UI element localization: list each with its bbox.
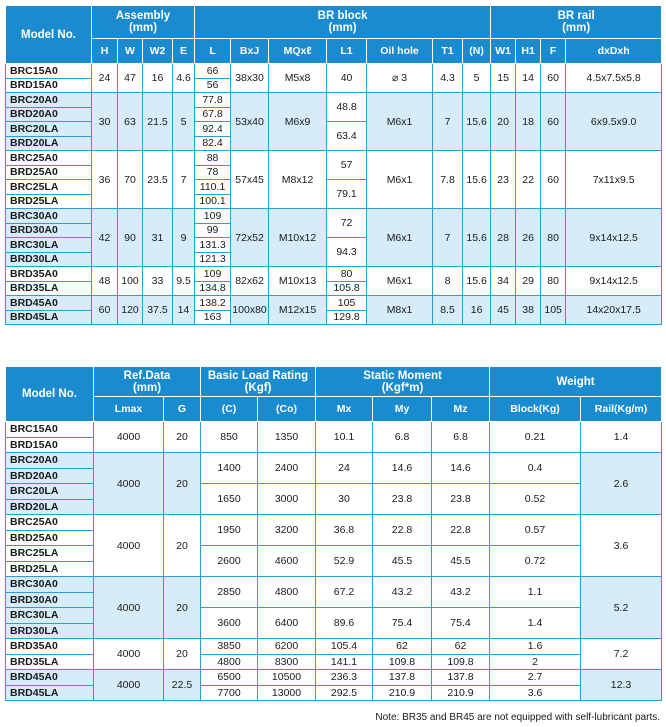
cell-l: 138.2: [195, 296, 231, 311]
cell-oil-hole: M8x1: [367, 296, 433, 325]
cell-c: 1400: [201, 453, 258, 484]
cell-mq: M6x9: [269, 93, 327, 151]
cell-h1: 38: [516, 296, 541, 325]
cell-l: 99: [195, 223, 231, 238]
cell-w: 120: [118, 296, 143, 325]
cell-lmax: 4000: [94, 453, 164, 515]
table-row: [6, 515, 662, 531]
cell-my: 14.6: [373, 453, 432, 484]
cell-co: 8300: [258, 654, 316, 670]
model-cell: BRC25A0: [6, 515, 94, 531]
cell-mz: 62: [432, 639, 490, 655]
cell-lmax: 4000: [94, 422, 164, 453]
cell-mz: 6.8: [432, 422, 490, 453]
cell-l1: 63.4: [327, 122, 367, 151]
cell-l1: 72: [327, 209, 367, 238]
cell-h1: 29: [516, 267, 541, 296]
cell-mz: 22.8: [432, 515, 490, 546]
cell-h: 60: [92, 296, 118, 325]
col-header: Mx: [316, 397, 373, 422]
model-cell: BRD35LA: [6, 281, 92, 296]
cell-block-weight: 2.7: [490, 670, 581, 686]
cell-f: 60: [541, 64, 566, 93]
model-cell: BRC20LA: [6, 484, 94, 500]
cell-block-weight: 0.72: [490, 546, 581, 577]
model-cell: BRC15A0: [6, 422, 94, 438]
col-header: dxDxh: [566, 39, 662, 64]
table-row: [6, 64, 662, 79]
table-row: [6, 670, 662, 686]
cell-l: 134.8: [195, 281, 231, 296]
cell-c: 3850: [201, 639, 258, 655]
cell-oil-hole: M6x1: [367, 93, 433, 151]
cell-my: 6.8: [373, 422, 432, 453]
cell-e: 14: [173, 296, 195, 325]
cell-w: 100: [118, 267, 143, 296]
cell-mz: 23.8: [432, 484, 490, 515]
col-header: W: [118, 39, 143, 64]
model-cell: BRD45A0: [6, 296, 92, 311]
load-rating-table: [5, 366, 662, 701]
col-header: (C): [201, 397, 258, 422]
cell-w1: 34: [491, 267, 516, 296]
cell-my: 22.8: [373, 515, 432, 546]
cell-l: 163: [195, 310, 231, 325]
cell-n: 5: [463, 64, 491, 93]
cell-w2: 16: [143, 64, 173, 93]
cell-block-weight: 2: [490, 654, 581, 670]
cell-mz: 75.4: [432, 608, 490, 639]
cell-c: 2850: [201, 577, 258, 608]
cell-f: 105: [541, 296, 566, 325]
cell-mq: M10x12: [269, 209, 327, 267]
cell-w1: 28: [491, 209, 516, 267]
cell-mx: 52.9: [316, 546, 373, 577]
cell-mx: 36.8: [316, 515, 373, 546]
col-header: Rail(Kg/m): [581, 397, 662, 422]
cell-w2: 23.5: [143, 151, 173, 209]
col-header: W1: [491, 39, 516, 64]
cell-l1: 105: [327, 296, 367, 311]
cell-co: 10500: [258, 670, 316, 686]
cell-block-weight: 0.21: [490, 422, 581, 453]
cell-mx: 292.5: [316, 685, 373, 701]
cell-l: 66: [195, 64, 231, 79]
cell-co: 3000: [258, 484, 316, 515]
cell-l1: 40: [327, 64, 367, 93]
cell-mz: 210.9: [432, 685, 490, 701]
cell-c: 2600: [201, 546, 258, 577]
col-header: (Co): [258, 397, 316, 422]
cell-t1: 7: [433, 209, 463, 267]
cell-block-weight: 3.6: [490, 685, 581, 701]
cell-e: 4.6: [173, 64, 195, 93]
cell-dxdxh: 4.5x7.5x5.8: [566, 64, 662, 93]
cell-my: 109.8: [373, 654, 432, 670]
col-header: E: [173, 39, 195, 64]
table-row: [6, 453, 662, 469]
cell-my: 43.2: [373, 577, 432, 608]
cell-mx: 105.4: [316, 639, 373, 655]
cell-dxdxh: 9x14x12.5: [566, 267, 662, 296]
model-cell: BRC30LA: [6, 608, 94, 624]
cell-mx: 89.6: [316, 608, 373, 639]
cell-mz: 137.8: [432, 670, 490, 686]
cell-rail-weight: 5.2: [581, 577, 662, 639]
cell-my: 62: [373, 639, 432, 655]
col-header: My: [373, 397, 432, 422]
assembly-header: Assembly (mm): [92, 6, 195, 39]
cell-g: 20: [164, 515, 201, 577]
cell-t1: 8.5: [433, 296, 463, 325]
cell-l: 110.1: [195, 180, 231, 195]
cell-mz: 109.8: [432, 654, 490, 670]
cell-co: 4600: [258, 546, 316, 577]
cell-mq: M12x15: [269, 296, 327, 325]
model-cell: BRD45LA: [6, 685, 94, 701]
basic-load-header: Basic Load Rating (Kgf): [201, 367, 316, 397]
cell-block-weight: 0.57: [490, 515, 581, 546]
col-header: Oil hole: [367, 39, 433, 64]
cell-my: 210.9: [373, 685, 432, 701]
cell-g: 20: [164, 577, 201, 639]
cell-g: 20: [164, 453, 201, 515]
model-cell: BRD20LA: [6, 499, 94, 515]
cell-e: 9.5: [173, 267, 195, 296]
cell-mz: 14.6: [432, 453, 490, 484]
cell-oil-hole: M6x1: [367, 151, 433, 209]
cell-mx: 24: [316, 453, 373, 484]
cell-c: 6500: [201, 670, 258, 686]
table-row: [6, 151, 662, 166]
cell-l: 109: [195, 209, 231, 224]
cell-e: 9: [173, 209, 195, 267]
cell-mx: 10.1: [316, 422, 373, 453]
cell-mx: 236.3: [316, 670, 373, 686]
cell-c: 1650: [201, 484, 258, 515]
table-row: [6, 209, 662, 224]
cell-bxj: 53x40: [231, 93, 269, 151]
table-row: [6, 422, 662, 438]
cell-l: 109: [195, 267, 231, 282]
col-header: H: [92, 39, 118, 64]
model-cell: BRD15A0: [6, 78, 92, 93]
block-table-header: [6, 6, 662, 64]
cell-c: 7700: [201, 685, 258, 701]
cell-l: 56: [195, 78, 231, 93]
cell-w2: 37.5: [143, 296, 173, 325]
cell-mx: 67.2: [316, 577, 373, 608]
cell-co: 13000: [258, 685, 316, 701]
cell-co: 6400: [258, 608, 316, 639]
cell-t1: 7.8: [433, 151, 463, 209]
cell-l1: 94.3: [327, 238, 367, 267]
cell-g: 20: [164, 422, 201, 453]
table-row: [6, 267, 662, 282]
model-cell: BRD25A0: [6, 165, 92, 180]
table-row: [6, 93, 662, 108]
col-header: MQxℓ: [269, 39, 327, 64]
model-cell: BRC25LA: [6, 546, 94, 562]
model-cell: BRD25LA: [6, 561, 94, 577]
col-header: Block(Kg): [490, 397, 581, 422]
model-cell: BRC20A0: [6, 93, 92, 108]
br-block-header: BR block (mm): [195, 6, 491, 39]
col-header: F: [541, 39, 566, 64]
cell-mx: 30: [316, 484, 373, 515]
cell-w1: 20: [491, 93, 516, 151]
model-cell: BRD35LA: [6, 654, 94, 670]
col-header: Lmax: [94, 397, 164, 422]
cell-l: 78: [195, 165, 231, 180]
cell-w: 90: [118, 209, 143, 267]
cell-w: 47: [118, 64, 143, 93]
cell-mq: M10x13: [269, 267, 327, 296]
model-cell: BRD20LA: [6, 136, 92, 151]
cell-dxdxh: 9x14x12.5: [566, 209, 662, 267]
cell-mq: M5x8: [269, 64, 327, 93]
cell-w: 63: [118, 93, 143, 151]
cell-block-weight: 1.4: [490, 608, 581, 639]
cell-t1: 8: [433, 267, 463, 296]
col-header: L: [195, 39, 231, 64]
br-rail-header: BR rail (mm): [491, 6, 662, 39]
col-header: W2: [143, 39, 173, 64]
cell-dxdxh: 6x9.5x9.0: [566, 93, 662, 151]
cell-l: 121.3: [195, 252, 231, 267]
cell-my: 45.5: [373, 546, 432, 577]
cell-c: 850: [201, 422, 258, 453]
cell-rail-weight: 2.6: [581, 453, 662, 515]
cell-w1: 15: [491, 64, 516, 93]
col-header: Mz: [432, 397, 490, 422]
cell-l1: 79.1: [327, 180, 367, 209]
static-moment-header: Static Moment (Kgf*m): [316, 367, 490, 397]
cell-l1: 105.8: [327, 281, 367, 296]
cell-dxdxh: 14x20x17.5: [566, 296, 662, 325]
cell-my: 75.4: [373, 608, 432, 639]
footnote: Note: BR35 and BR45 are not equipped with self-lubricant parts.: [375, 712, 660, 723]
model-cell: BRC20LA: [6, 122, 92, 137]
cell-block-weight: 1.1: [490, 577, 581, 608]
cell-lmax: 4000: [94, 639, 164, 670]
model-cell: BRD25LA: [6, 194, 92, 209]
cell-l: 77.8: [195, 93, 231, 108]
weight-header: Weight: [490, 367, 662, 397]
cell-rail-weight: 1.4: [581, 422, 662, 453]
cell-l1: 57: [327, 151, 367, 180]
cell-mz: 43.2: [432, 577, 490, 608]
cell-dxdxh: 7x11x9.5: [566, 151, 662, 209]
cell-my: 137.8: [373, 670, 432, 686]
model-cell: BRD30LA: [6, 252, 92, 267]
cell-t1: 4.3: [433, 64, 463, 93]
model-cell: BRC25A0: [6, 151, 92, 166]
cell-l: 131.3: [195, 238, 231, 253]
cell-c: 3600: [201, 608, 258, 639]
model-no-header: Model No.: [6, 6, 92, 64]
col-header: T1: [433, 39, 463, 64]
cell-w1: 23: [491, 151, 516, 209]
cell-h1: 22: [516, 151, 541, 209]
cell-bxj: 100x80: [231, 296, 269, 325]
cell-n: 15.6: [463, 267, 491, 296]
table-row: [6, 577, 662, 593]
cell-bxj: 38x30: [231, 64, 269, 93]
cell-oil-hole: M6x1: [367, 267, 433, 296]
col-header: BxJ: [231, 39, 269, 64]
cell-c: 1950: [201, 515, 258, 546]
table-row: [6, 639, 662, 655]
cell-l: 82.4: [195, 136, 231, 151]
cell-block-weight: 0.4: [490, 453, 581, 484]
cell-lmax: 4000: [94, 515, 164, 577]
model-cell: BRC20A0: [6, 453, 94, 469]
model-cell: BRD45A0: [6, 670, 94, 686]
model-cell: BRD15A0: [6, 437, 94, 453]
model-cell: BRD45LA: [6, 310, 92, 325]
cell-h: 30: [92, 93, 118, 151]
model-cell: BRD25A0: [6, 530, 94, 546]
cell-mq: M8x12: [269, 151, 327, 209]
cell-rail-weight: 3.6: [581, 515, 662, 577]
model-no-header: Model No.: [6, 367, 94, 422]
cell-lmax: 4000: [94, 670, 164, 701]
cell-mz: 45.5: [432, 546, 490, 577]
cell-h1: 26: [516, 209, 541, 267]
ref-data-header: Ref.Data (mm): [94, 367, 201, 397]
cell-block-weight: 1.6: [490, 639, 581, 655]
model-cell: BRD30LA: [6, 623, 94, 639]
cell-w: 70: [118, 151, 143, 209]
cell-l: 92.4: [195, 122, 231, 137]
cell-bxj: 72x52: [231, 209, 269, 267]
cell-bxj: 82x62: [231, 267, 269, 296]
cell-n: 16: [463, 296, 491, 325]
cell-l1: 80: [327, 267, 367, 282]
cell-my: 23.8: [373, 484, 432, 515]
cell-mx: 141.1: [316, 654, 373, 670]
cell-co: 6200: [258, 639, 316, 655]
model-cell: BRD30A0: [6, 223, 92, 238]
cell-oil-hole: M6x1: [367, 209, 433, 267]
model-cell: BRD20A0: [6, 468, 94, 484]
cell-lmax: 4000: [94, 577, 164, 639]
cell-co: 1350: [258, 422, 316, 453]
block-spec-table: [5, 5, 662, 325]
model-cell: BRD20A0: [6, 107, 92, 122]
cell-bxj: 57x45: [231, 151, 269, 209]
cell-rail-weight: 7.2: [581, 639, 662, 670]
cell-oil-hole: ⌀ 3: [367, 64, 433, 93]
col-header: L1: [327, 39, 367, 64]
col-header: H1: [516, 39, 541, 64]
cell-h1: 14: [516, 64, 541, 93]
col-header: G: [164, 397, 201, 422]
cell-g: 22.5: [164, 670, 201, 701]
cell-l: 88: [195, 151, 231, 166]
cell-co: 3200: [258, 515, 316, 546]
cell-w2: 21.5: [143, 93, 173, 151]
cell-f: 60: [541, 151, 566, 209]
cell-f: 80: [541, 267, 566, 296]
cell-l1: 48.8: [327, 93, 367, 122]
cell-h: 24: [92, 64, 118, 93]
table-row: [6, 296, 662, 311]
cell-f: 60: [541, 93, 566, 151]
model-cell: BRC30A0: [6, 577, 94, 593]
cell-h: 48: [92, 267, 118, 296]
cell-e: 5: [173, 93, 195, 151]
cell-block-weight: 0.52: [490, 484, 581, 515]
model-cell: BRC30A0: [6, 209, 92, 224]
cell-e: 7: [173, 151, 195, 209]
model-cell: BRC30LA: [6, 238, 92, 253]
cell-rail-weight: 12.3: [581, 670, 662, 701]
model-cell: BRD30A0: [6, 592, 94, 608]
cell-l: 100.1: [195, 194, 231, 209]
col-header: (N): [463, 39, 491, 64]
model-cell: BRD35A0: [6, 267, 92, 282]
cell-t1: 7: [433, 93, 463, 151]
model-cell: BRC25LA: [6, 180, 92, 195]
cell-co: 4800: [258, 577, 316, 608]
cell-n: 15.6: [463, 209, 491, 267]
cell-h: 42: [92, 209, 118, 267]
model-cell: BRC15A0: [6, 64, 92, 79]
cell-f: 80: [541, 209, 566, 267]
cell-n: 15.6: [463, 151, 491, 209]
cell-w2: 33: [143, 267, 173, 296]
cell-w2: 31: [143, 209, 173, 267]
cell-l: 67.8: [195, 107, 231, 122]
cell-n: 15.6: [463, 93, 491, 151]
cell-co: 2400: [258, 453, 316, 484]
cell-h: 36: [92, 151, 118, 209]
cell-w1: 45: [491, 296, 516, 325]
cell-c: 4800: [201, 654, 258, 670]
cell-l1: 129.8: [327, 310, 367, 325]
model-cell: BRD35A0: [6, 639, 94, 655]
cell-h1: 18: [516, 93, 541, 151]
load-table-header: [6, 367, 662, 422]
cell-g: 20: [164, 639, 201, 670]
